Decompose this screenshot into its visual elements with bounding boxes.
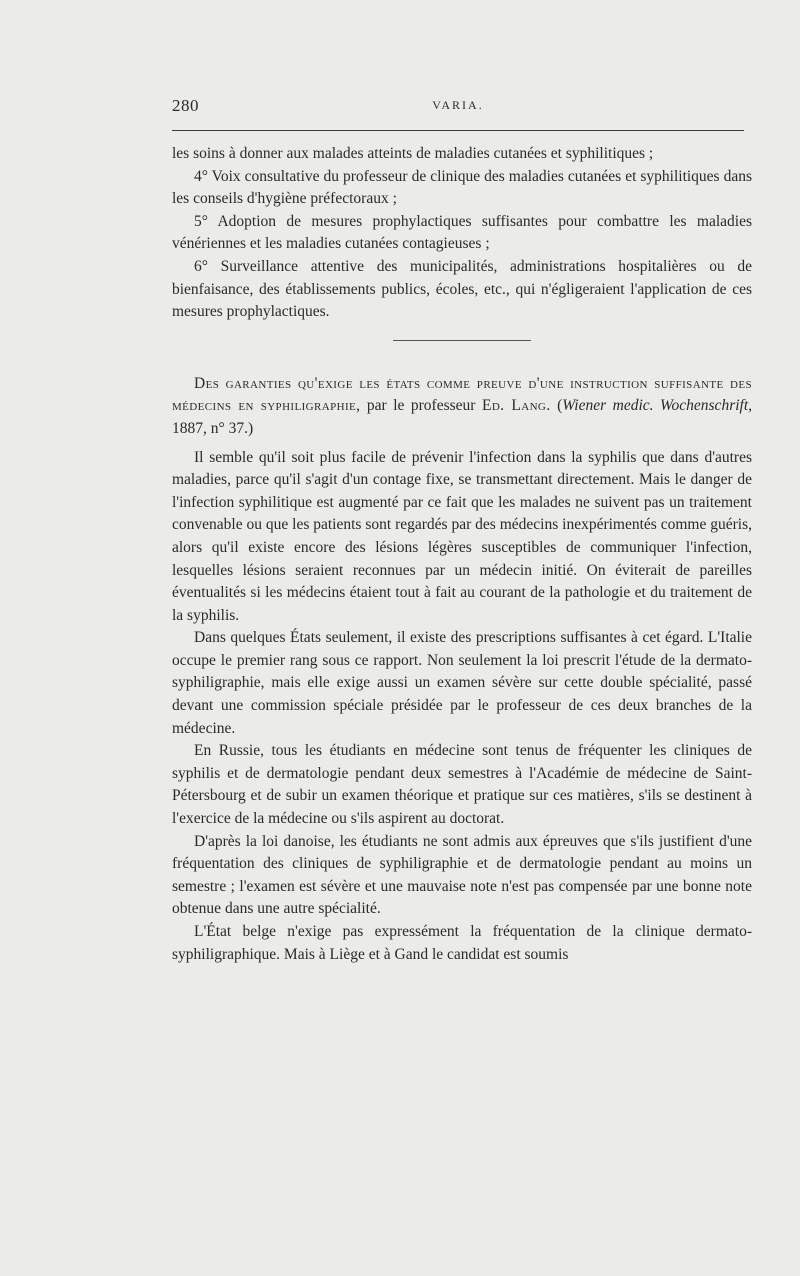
section-divider [393, 340, 531, 341]
article-source-journal: Wiener medic. Wochenschrift, [562, 397, 753, 415]
article-paragraph-3: En Russie, tous les étudiants en médecine sont tenus de fréquenter les cliniques de syphilis et de dermatologie pendant deux semestres à l'Académie de médecine de Saint-Pétersbourg et de subir un examen théorique et pratique sur ces matières, s'ils se destinent à l'exercice de la médecine ou s'ils aspirent au doctorat. [172, 742, 752, 828]
page-header [172, 96, 744, 126]
article-source-ref: 1887, n° 37.) [172, 419, 254, 437]
article-paragraph-5: L'État belge n'exige pas expressément la fréquentation de la clinique dermato-syphiligraphique. Mais à Liège et à Gand le candidat est soumis [172, 923, 752, 963]
list-item-5: 5° Adoption de mesures prophylactiques suffisantes pour combattre les maladies vénériennes et les maladies cutanées contagieuses ; [172, 212, 752, 253]
article-paragraph-2: Dans quelques États seulement, il existe des prescriptions suffisantes à cet égard. L'Italie occupe le premier rang sous ce rapport. Non seulement la loi prescrit l'étude de la dermato-syphiligraphie, mais elle exige aussi un examen sévère sur cette double spécialité, passé devant une commission spéciale présidée par le professeur de ces deux branches de la médecine. [172, 629, 752, 737]
page-number: 280 [172, 96, 199, 115]
list-item-4: 4° Voix consultative du professeur de clinique des maladies cutanées et syphilitiques dans les conseils d'hygiène préfectoraux ; [172, 167, 752, 208]
list-item-6: 6° Surveillance attentive des municipalités, administrations hospitalières ou de bienfaisance, des établissements publics, écoles, etc., qui n'égligeraient l'application de ces mesures prophylactiques. [172, 257, 752, 321]
article-paragraph-1: Il semble qu'il soit plus facile de prévenir l'infection dans la syphilis que dans d'autres maladies, parce qu'il s'agit d'un contage fixe, se transmettant directement. Mais le danger de l'infection syphilitique est augmenté par ce fait que les malades ne suivent pas un traitement convenable ou que les patients sont regardés par des médecins inexpérimentés comme guéris, alors qu'il existe encore des lésions légères susceptibles de communiquer l'infection, lesquelles lésions seraient reconnues par un médecin initié. On éviterait de pareilles éventualités si les médecins étaient tout à fait au courant de la pathologie et du traitement de la syphilis. [172, 448, 752, 624]
running-head: VARIA. [432, 98, 484, 112]
header-rule [172, 130, 744, 131]
article-title [172, 373, 752, 441]
body-text [172, 143, 752, 966]
article-title-caps: Des garanties qu'exige les états comme preuve d'une instruction suffisante des médecins en syphiligraphie, [172, 374, 752, 415]
article-title-by: par le professeur [360, 397, 482, 415]
article-source-open: ( [557, 397, 563, 415]
list-item-continuation: les soins à donner aux malades atteints de maladies cutanées et syphilitiques ; [172, 145, 654, 162]
article-paragraph-4: D'après la loi danoise, les étudiants ne sont admis aux épreuves que s'ils justifient d'une fréquentation des cliniques de syphiligraphie et de dermatologie pendant au moins un semestre ; l'examen est sévère et une mauvaise note n'est pas compensée par une bonne note obtenue dans une autre spécialité. [172, 832, 752, 918]
article-author: Ed. Lang. [481, 397, 551, 415]
